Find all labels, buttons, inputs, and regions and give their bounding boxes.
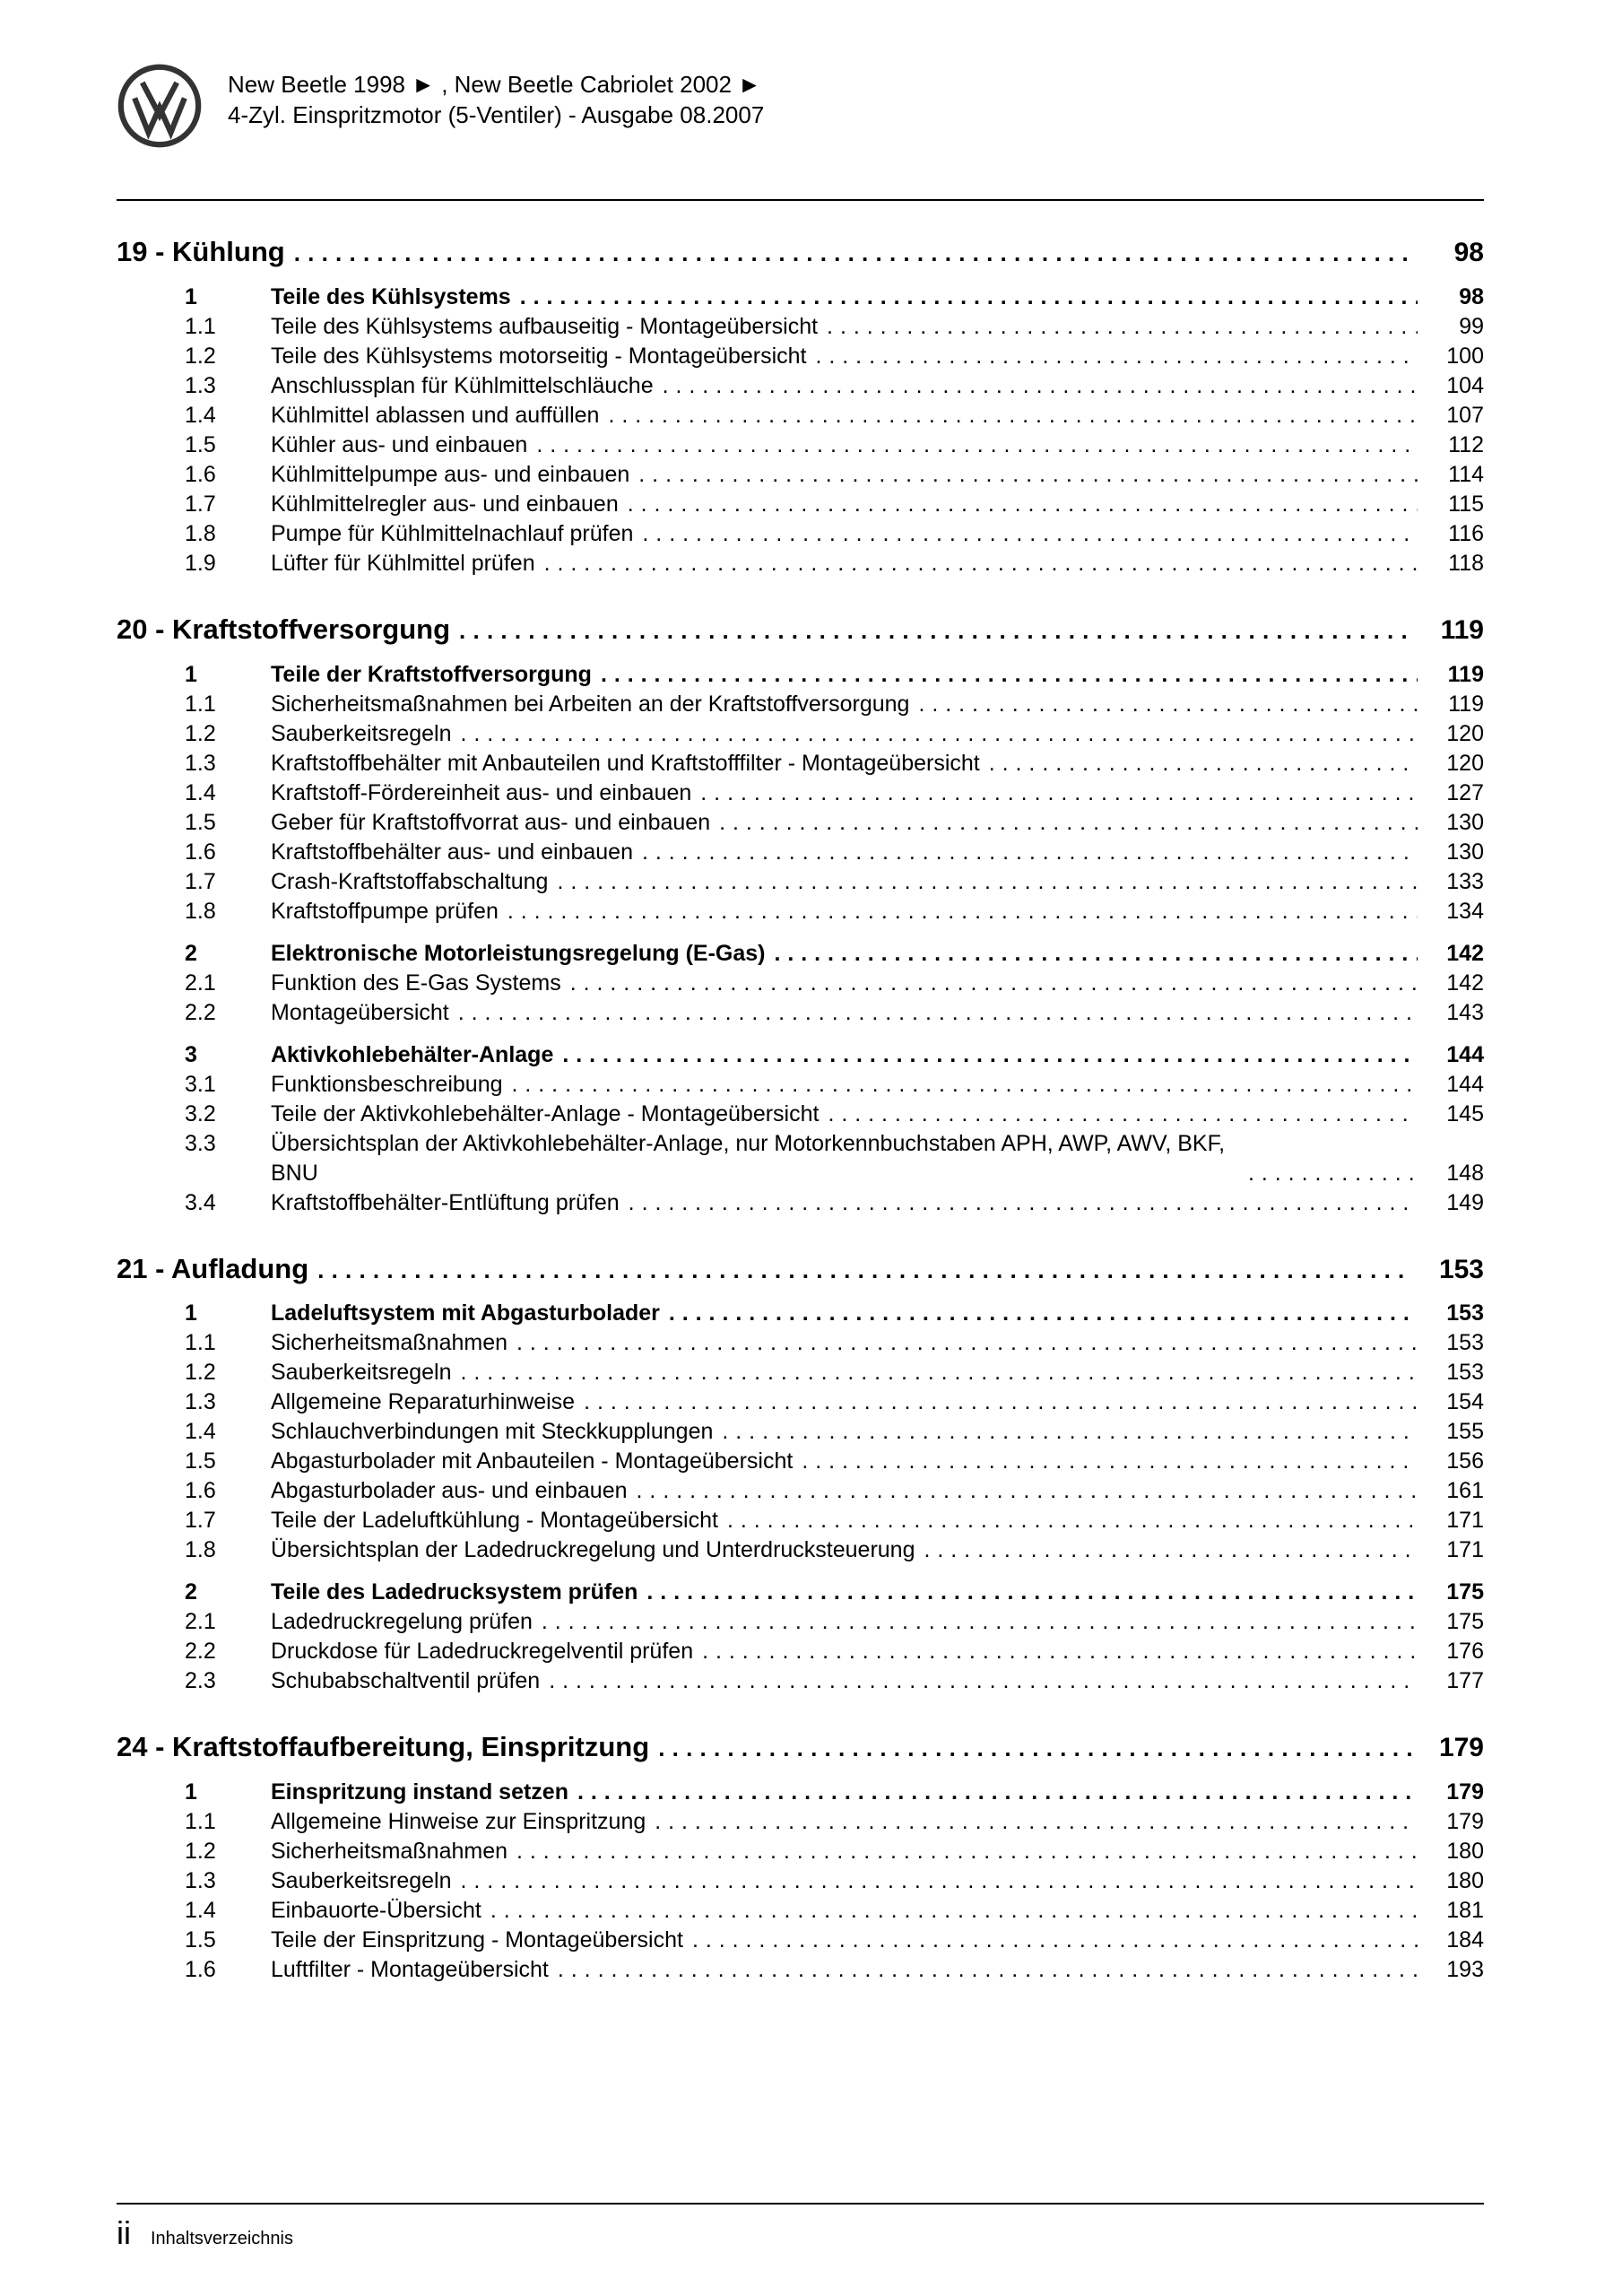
dot-leader [317, 1256, 1412, 1285]
dot-leader [458, 998, 1418, 1028]
entry-title: Teile des Kühlsystems [271, 283, 511, 309]
entry-number: 3.4 [185, 1189, 216, 1215]
entry-title: Kraftstoff-Fördereinheit aus- und einbauen [271, 779, 692, 805]
toc-entry [117, 1188, 1484, 1218]
toc-entry [117, 1926, 1484, 1955]
entry-number: 1.8 [185, 1537, 216, 1563]
entry-title: Teile des Kühlsystems motorseitig - Montageübersicht [271, 343, 807, 369]
chapter-page-number: 98 [1453, 238, 1484, 267]
chapter-title: 19 - Kühlung [117, 236, 285, 267]
entry-page-number: 114 [1448, 461, 1484, 487]
dot-leader [628, 490, 1418, 519]
dot-leader [549, 1666, 1418, 1696]
entry-number: 1.6 [185, 1478, 216, 1504]
toc-entry [117, 719, 1484, 749]
toc-entry [117, 1506, 1484, 1535]
dot-leader [827, 312, 1418, 342]
toc-entry [117, 1837, 1484, 1866]
entry-title: Sauberkeitsregeln [271, 720, 452, 746]
toc-entry [117, 1666, 1484, 1696]
entry-title: Anschlussplan für Kühlmittelschläuche [271, 372, 654, 398]
entry-number: 2 [185, 1579, 197, 1605]
entry-page-number: 118 [1448, 550, 1484, 576]
toc-entry [117, 430, 1484, 460]
entry-title: Luftfilter - Montageübersicht [271, 1957, 549, 1982]
dot-leader [989, 749, 1418, 778]
dot-leader [601, 660, 1418, 690]
entry-title: Montageübersicht [271, 999, 449, 1025]
entry-page-number: 130 [1446, 809, 1484, 835]
entry-page-number: 120 [1446, 720, 1484, 746]
entry-title: Sicherheitsmaßnahmen bei Arbeiten an der Kraftstoffversorgung [271, 691, 910, 717]
toc-entry [117, 867, 1484, 897]
entry-number: 1 [185, 1779, 197, 1805]
toc-entry [117, 1328, 1484, 1358]
dot-leader [516, 1837, 1418, 1866]
entry-page-number: 181 [1446, 1898, 1484, 1923]
toc-entry [117, 1955, 1484, 1985]
page-header [117, 0, 1484, 149]
entry-title: Sauberkeitsregeln [271, 1360, 452, 1386]
entry-page-number: 115 [1448, 491, 1484, 517]
entry-number: 1.7 [185, 868, 216, 894]
toc [117, 235, 1484, 1985]
entry-title: Teile der Ladeluftkühlung - Montageübersicht [271, 1508, 718, 1534]
entry-number: 2.2 [185, 1639, 216, 1665]
entry-page-number: 104 [1446, 372, 1484, 398]
dot-leader [557, 867, 1418, 897]
entry-title: Übersichtsplan der Ladedruckregelung und Unterdrucksteuerung [271, 1537, 915, 1563]
toc-entry [117, 1778, 1484, 1807]
entry-page-number: 142 [1446, 940, 1484, 966]
entry-page-number: 127 [1446, 779, 1484, 805]
entry-title: Teile des Kühlsystems aufbauseitig - Montageübersicht [271, 313, 819, 339]
entry-page-number: 179 [1446, 1809, 1484, 1834]
entry-number: 1.2 [185, 343, 216, 369]
entry-title: Kraftstoffbehälter-Entlüftung prüfen [271, 1189, 620, 1215]
dot-leader [536, 430, 1418, 460]
toc-entry [117, 838, 1484, 867]
toc-entry [117, 549, 1484, 578]
toc-entry [117, 1607, 1484, 1637]
entry-page-number: 134 [1446, 898, 1484, 924]
dot-leader [802, 1447, 1418, 1476]
toc-entry [117, 283, 1484, 312]
entry-number: 1.2 [185, 1360, 216, 1386]
toc-entry [117, 1807, 1484, 1837]
entry-title: Abgasturbolader mit Anbauteilen - Montageübersicht [271, 1448, 794, 1474]
entry-title: Einspritzung instand setzen [271, 1779, 568, 1805]
dot-leader [516, 1328, 1418, 1358]
toc-entry [117, 312, 1484, 342]
toc-chapter-heading [117, 613, 1484, 648]
entry-page-number: 100 [1446, 343, 1484, 369]
chapter-page-number: 119 [1440, 614, 1484, 645]
footer-row [117, 2214, 1484, 2251]
entry-page-number: 175 [1446, 1579, 1484, 1605]
entry-number: 1.3 [185, 372, 216, 398]
toc-entry [117, 690, 1484, 719]
toc-entry [117, 897, 1484, 926]
entry-title: Geber für Kraftstoffvorrat aus- und einbauen [271, 809, 711, 835]
entry-page-number: 176 [1446, 1639, 1484, 1665]
entry-number: 1.2 [185, 1839, 216, 1864]
toc-entry [117, 401, 1484, 430]
dot-leader [774, 939, 1418, 969]
entry-page-number: 148 [1446, 1160, 1484, 1186]
dot-leader [646, 1578, 1418, 1607]
entry-number: 2 [185, 940, 197, 966]
entry-title: Sicherheitsmaßnahmen [271, 1330, 508, 1356]
dot-leader [544, 549, 1418, 578]
entry-number: 1.7 [185, 1508, 216, 1534]
dot-leader [562, 1040, 1418, 1070]
dot-leader [702, 1637, 1418, 1666]
entry-page-number: 142 [1446, 970, 1484, 996]
toc-entry [117, 1299, 1484, 1328]
entry-title: Ladeluftsystem mit Abgasturbolader [271, 1300, 660, 1326]
dot-leader [1248, 1159, 1418, 1188]
dot-leader [638, 460, 1418, 490]
toc-chapter-heading [117, 235, 1484, 270]
dot-leader [461, 719, 1418, 749]
entry-page-number: 154 [1446, 1389, 1484, 1415]
entry-title: Teile der Kraftstoffversorgung [271, 661, 592, 687]
entry-number: 1.1 [185, 313, 216, 339]
entry-page-number: 156 [1446, 1448, 1484, 1474]
toc-entry [117, 1070, 1484, 1100]
dot-leader [520, 283, 1418, 312]
entry-title: Kraftstoffbehälter aus- und einbauen [271, 839, 633, 865]
entry-page-number: 133 [1446, 868, 1484, 894]
entry-title: Schlauchverbindungen mit Steckkupplungen [271, 1419, 714, 1445]
entry-title: Sauberkeitsregeln [271, 1868, 452, 1893]
entry-number: 1.6 [185, 1957, 216, 1982]
entry-title: Einbauorte-Übersicht [271, 1898, 481, 1923]
dot-leader [542, 1607, 1418, 1637]
entry-number: 2.3 [185, 1668, 216, 1694]
dot-leader [918, 690, 1418, 719]
entry-title: Ladedruckregelung prüfen [271, 1609, 533, 1635]
toc-entry [117, 1637, 1484, 1666]
dot-leader [629, 1188, 1418, 1218]
dot-leader [816, 342, 1418, 371]
entry-page-number: 171 [1446, 1508, 1484, 1534]
toc-entry [117, 1866, 1484, 1896]
dot-leader [570, 969, 1418, 998]
entry-page-number: 171 [1446, 1537, 1484, 1563]
entry-number: 1.4 [185, 1419, 216, 1445]
entry-number: 1.4 [185, 402, 216, 428]
entry-number: 1.5 [185, 431, 216, 457]
entry-number: 1.2 [185, 720, 216, 746]
toc-entry [117, 660, 1484, 690]
entry-page-number: 99 [1459, 313, 1484, 339]
dot-leader [461, 1358, 1418, 1387]
dot-leader [294, 239, 1412, 268]
entry-number: 2.2 [185, 999, 216, 1025]
entry-number: 1.1 [185, 1330, 216, 1356]
entry-number: 1.8 [185, 898, 216, 924]
entry-title: Elektronische Motorleistungsregelung (E-Gas) [271, 940, 766, 966]
toc-entry [117, 490, 1484, 519]
toc-entry [117, 519, 1484, 549]
entry-title: Kühlmittelpumpe aus- und einbauen [271, 461, 630, 487]
entry-number: 1.4 [185, 779, 216, 805]
header-model-line: New Beetle 1998 ► , New Beetle Cabriolet 2002 ► [228, 71, 761, 98]
toc-entry [117, 342, 1484, 371]
toc-entry [117, 998, 1484, 1028]
toc-entry [117, 749, 1484, 778]
entry-page-number: 193 [1446, 1957, 1484, 1982]
folio-page-number: ii [117, 2214, 131, 2251]
entry-page-number: 112 [1448, 431, 1484, 457]
entry-title: Funktionsbeschreibung [271, 1071, 503, 1097]
header-text-block [228, 70, 764, 131]
entry-title: Kühlmittelregler aus- und einbauen [271, 491, 619, 517]
dot-leader [507, 897, 1418, 926]
entry-title: Teile der Aktivkohlebehälter-Anlage - Montageübersicht [271, 1100, 820, 1126]
toc-entry [117, 969, 1484, 998]
entry-title: Druckdose für Ladedruckregelventil prüfen [271, 1639, 694, 1665]
dot-leader [461, 1866, 1418, 1896]
page-footer [117, 2203, 1484, 2249]
entry-page-number: 153 [1446, 1330, 1484, 1356]
entry-title: Funktion des E-Gas Systems [271, 970, 561, 996]
header-engine-line: 4-Zyl. Einspritzmotor (5-Ventiler) - Ausgabe 08.2007 [228, 100, 765, 128]
entry-number: 2.1 [185, 970, 216, 996]
entry-page-number: 180 [1446, 1839, 1484, 1864]
entry-page-number: 107 [1446, 402, 1484, 428]
entry-number: 3.3 [185, 1130, 216, 1156]
toc-entry [117, 460, 1484, 490]
entry-number: 1.3 [185, 1868, 216, 1893]
dot-leader [719, 808, 1418, 838]
entry-number: 1.3 [185, 750, 216, 776]
entry-title: Kühlmittel ablassen und auffüllen [271, 402, 600, 428]
entry-page-number: 184 [1446, 1927, 1484, 1952]
entry-page-number: 149 [1446, 1189, 1484, 1215]
entry-number: 1.6 [185, 839, 216, 865]
entry-title: Kraftstoffpumpe prüfen [271, 898, 499, 924]
entry-number: 1.4 [185, 1898, 216, 1923]
entry-number: 2.1 [185, 1609, 216, 1635]
entry-number: 1 [185, 661, 197, 687]
entry-page-number: 175 [1446, 1609, 1484, 1635]
entry-title: Schubabschaltventil prüfen [271, 1668, 541, 1694]
entry-page-number: 119 [1448, 691, 1484, 717]
chapter-title: 20 - Kraftstoffversorgung [117, 613, 451, 645]
toc-entry [117, 1129, 1484, 1188]
toc-entry [117, 939, 1484, 969]
toc-entry [117, 1417, 1484, 1447]
chapter-page-number: 179 [1438, 1733, 1484, 1763]
dot-leader [692, 1926, 1418, 1955]
entry-page-number: 98 [1459, 283, 1484, 309]
toc-entry [117, 1578, 1484, 1607]
entry-number: 1.9 [185, 550, 216, 576]
dot-leader [512, 1070, 1418, 1100]
entry-page-number: 120 [1446, 750, 1484, 776]
entry-number: 1.1 [185, 691, 216, 717]
header-divider [117, 199, 1484, 201]
footer-divider [117, 2203, 1484, 2205]
entry-title: Lüfter für Kühlmittel prüfen [271, 550, 535, 576]
toc-entry [117, 778, 1484, 808]
entry-page-number: 180 [1446, 1868, 1484, 1893]
entry-number: 1.1 [185, 1809, 216, 1834]
entry-number: 1 [185, 1300, 197, 1326]
toc-entry [117, 1535, 1484, 1565]
toc-entry [117, 808, 1484, 838]
dot-leader [642, 838, 1418, 867]
toc-chapter-heading [117, 1252, 1484, 1287]
entry-title: Abgasturbolader aus- und einbauen [271, 1478, 628, 1504]
dot-leader [722, 1417, 1418, 1447]
entry-title: Kühler aus- und einbauen [271, 431, 528, 457]
toc-chapter-heading [117, 1730, 1484, 1765]
entry-title: Allgemeine Reparaturhinweise [271, 1389, 576, 1415]
entry-number: 1.7 [185, 491, 216, 517]
chapter-page-number: 153 [1438, 1254, 1484, 1284]
entry-page-number: 153 [1446, 1300, 1484, 1326]
entry-page-number: 119 [1447, 661, 1484, 687]
dot-leader [608, 401, 1418, 430]
dot-leader [637, 1476, 1418, 1506]
entry-number: 1.5 [185, 809, 216, 835]
toc-entry [117, 1358, 1484, 1387]
dot-leader [700, 778, 1418, 808]
dot-leader [642, 519, 1418, 549]
toc-entry [117, 1476, 1484, 1506]
toc-entry [117, 1447, 1484, 1476]
entry-page-number: 116 [1448, 520, 1484, 546]
entry-number: 1.5 [185, 1927, 216, 1952]
dot-leader [577, 1778, 1418, 1807]
entry-page-number: 144 [1446, 1041, 1484, 1067]
dot-leader [459, 616, 1412, 646]
footer-section-label: Inhaltsverzeichnis [151, 2229, 293, 2248]
toc-entry [117, 1040, 1484, 1070]
dot-leader [558, 1955, 1418, 1985]
toc-entry [117, 1387, 1484, 1417]
chapter-title: 24 - Kraftstoffaufbereitung, Einspritzung [117, 1731, 650, 1763]
entry-title: Sicherheitsmaßnahmen [271, 1839, 508, 1864]
entry-number: 3.1 [185, 1071, 216, 1097]
entry-page-number: 143 [1446, 999, 1484, 1025]
dot-leader [658, 1734, 1412, 1763]
dot-leader [584, 1387, 1418, 1417]
entry-number: 1.8 [185, 520, 216, 546]
entry-number: 3.2 [185, 1100, 216, 1126]
entry-page-number: 144 [1446, 1071, 1484, 1097]
entry-title: Aktivkohlebehälter-Anlage [271, 1041, 554, 1067]
entry-number: 1.3 [185, 1389, 216, 1415]
entry-number: 1 [185, 283, 197, 309]
entry-page-number: 179 [1446, 1779, 1484, 1805]
dot-leader [727, 1506, 1418, 1535]
dot-leader [828, 1100, 1418, 1129]
entry-number: 1.6 [185, 461, 216, 487]
entry-title: Übersichtsplan der Aktivkohlebehälter-Anlage, nur Motorkennbuchstaben APH, AWP, AWV, BKF, BNU [271, 1130, 1226, 1186]
toc-entry [117, 371, 1484, 401]
entry-page-number: 130 [1446, 839, 1484, 865]
dot-leader [669, 1299, 1418, 1328]
entry-title: Teile der Einspritzung - Montageübersicht [271, 1927, 683, 1952]
entry-title: Crash-Kraftstoffabschaltung [271, 868, 549, 894]
entry-number: 3 [185, 1041, 197, 1067]
dot-leader [655, 1807, 1418, 1837]
toc-entry [117, 1100, 1484, 1129]
entry-page-number: 177 [1446, 1668, 1484, 1694]
entry-title: Allgemeine Hinweise zur Einspritzung [271, 1809, 646, 1834]
entry-page-number: 145 [1446, 1100, 1484, 1126]
vw-logo-icon [117, 63, 203, 149]
dot-leader [490, 1896, 1418, 1926]
entry-page-number: 161 [1446, 1478, 1484, 1504]
entry-number: 1.5 [185, 1448, 216, 1474]
entry-title: Teile des Ladedrucksystem prüfen [271, 1579, 638, 1605]
dot-leader [924, 1535, 1418, 1565]
dot-leader [663, 371, 1418, 401]
entry-page-number: 155 [1446, 1419, 1484, 1445]
entry-page-number: 153 [1446, 1360, 1484, 1386]
chapter-title: 21 - Aufladung [117, 1252, 309, 1284]
toc-entry [117, 1896, 1484, 1926]
entry-title: Kraftstoffbehälter mit Anbauteilen und Kraftstofffilter - Montageübersicht [271, 750, 980, 776]
entry-title: Pumpe für Kühlmittelnachlauf prüfen [271, 520, 634, 546]
